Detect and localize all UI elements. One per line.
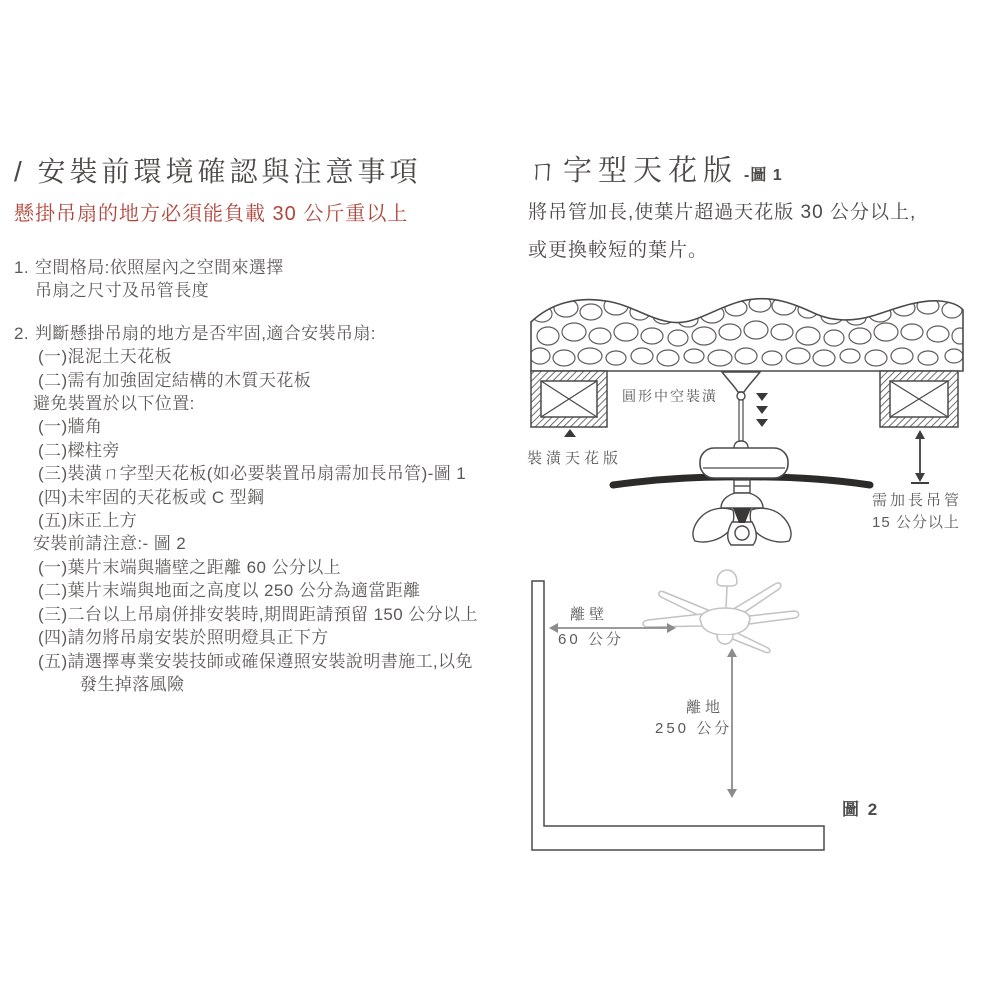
ceiling-fan-sketch: [643, 570, 799, 653]
list-line: 安裝前請注意:- 圖 2: [33, 534, 187, 554]
list-line: (三)二台以上吊扇併排安裝時,期間距請預留 150 公分以上: [38, 604, 478, 624]
label-floor-distance-value: 250 公分: [655, 720, 733, 737]
fan-motor-housing: [700, 448, 788, 478]
right-intro-line1: 將吊管加長,使葉片超過天花版 30 公分以上,: [528, 202, 917, 223]
list-line: (四)未牢固的天花板或 C 型鋼: [38, 487, 265, 507]
list-line: (一)牆角: [38, 417, 103, 437]
left-decorative-ceiling-box: [531, 371, 607, 427]
label-extend-downrod: 需加長吊管: [872, 492, 963, 509]
list-line: (二)需有加強固定結構的木質天花板: [38, 370, 312, 390]
list-line: [14, 256, 494, 279]
extension-length-arrow: [911, 430, 929, 483]
label-wall-distance-value: 60 公分: [558, 631, 624, 648]
fan-downrod: [722, 372, 760, 448]
figure2-caption: 圖 2: [842, 800, 880, 819]
label-floor-distance: 離地: [686, 699, 725, 716]
label-wall-distance: 離壁: [570, 606, 609, 623]
list-line: [14, 322, 494, 345]
list-line: 發生掉落風險: [80, 674, 185, 694]
list-marker: 2.: [14, 323, 29, 343]
list-line: (二)樑柱旁: [38, 440, 120, 460]
figure1-reference: -圖 1: [744, 167, 783, 184]
list-marker: 1.: [14, 258, 29, 277]
right-intro-line2: 或更換較短的葉片。: [528, 240, 709, 261]
fan-light-kit: [693, 480, 791, 545]
list-line: 避免裝置於以下位置:: [33, 394, 195, 414]
label-decorative-ceiling: 裝潢天花版: [527, 450, 623, 467]
list-line: 吊扇之尺寸及吊管長度: [35, 281, 209, 301]
list-line: (二)葉片末端與地面之高度以 250 公分為適當距離: [38, 581, 421, 601]
list-line: (五)請選擇專業安裝技師或確保遵照安裝說明書施工,以免: [38, 651, 473, 671]
list-line: (五)床正上方: [38, 511, 138, 531]
precaution-list: [14, 256, 494, 696]
right-title-text: ㄇ字型天花版: [528, 155, 739, 187]
list-line: (一)混泥土天花板: [38, 347, 172, 367]
up-pointer-icon: [564, 429, 576, 437]
right-section-title: [528, 148, 783, 189]
lower-direction-arrows-icon: [756, 393, 768, 427]
label-round-hollow-decoration: 圓形中空裝潢: [622, 388, 718, 404]
list-line: (四)請勿將吊扇安裝於照明燈具正下方: [38, 628, 329, 648]
list-text: 空間格局:依照屋內之空間來選擇: [35, 258, 284, 277]
left-section-title: / 安裝前環境確認與注意事項: [14, 156, 422, 187]
right-decorative-ceiling-box: [880, 371, 958, 427]
load-warning-text: 懸掛吊扇的地方必須能負載 30 公斤重以上: [14, 203, 409, 225]
label-extend-downrod-value: 15 公分以上: [872, 514, 960, 531]
list-text: 判斷懸掛吊扇的地方是否牢固,適合安裝吊扇:: [35, 323, 376, 343]
list-line: (一)葉片末端與牆壁之距離 60 公分以上: [38, 557, 342, 577]
list-line: (三)裝潢ㄇ字型天花板(如必要裝置吊扇需加長吊管)-圖 1: [38, 464, 467, 484]
